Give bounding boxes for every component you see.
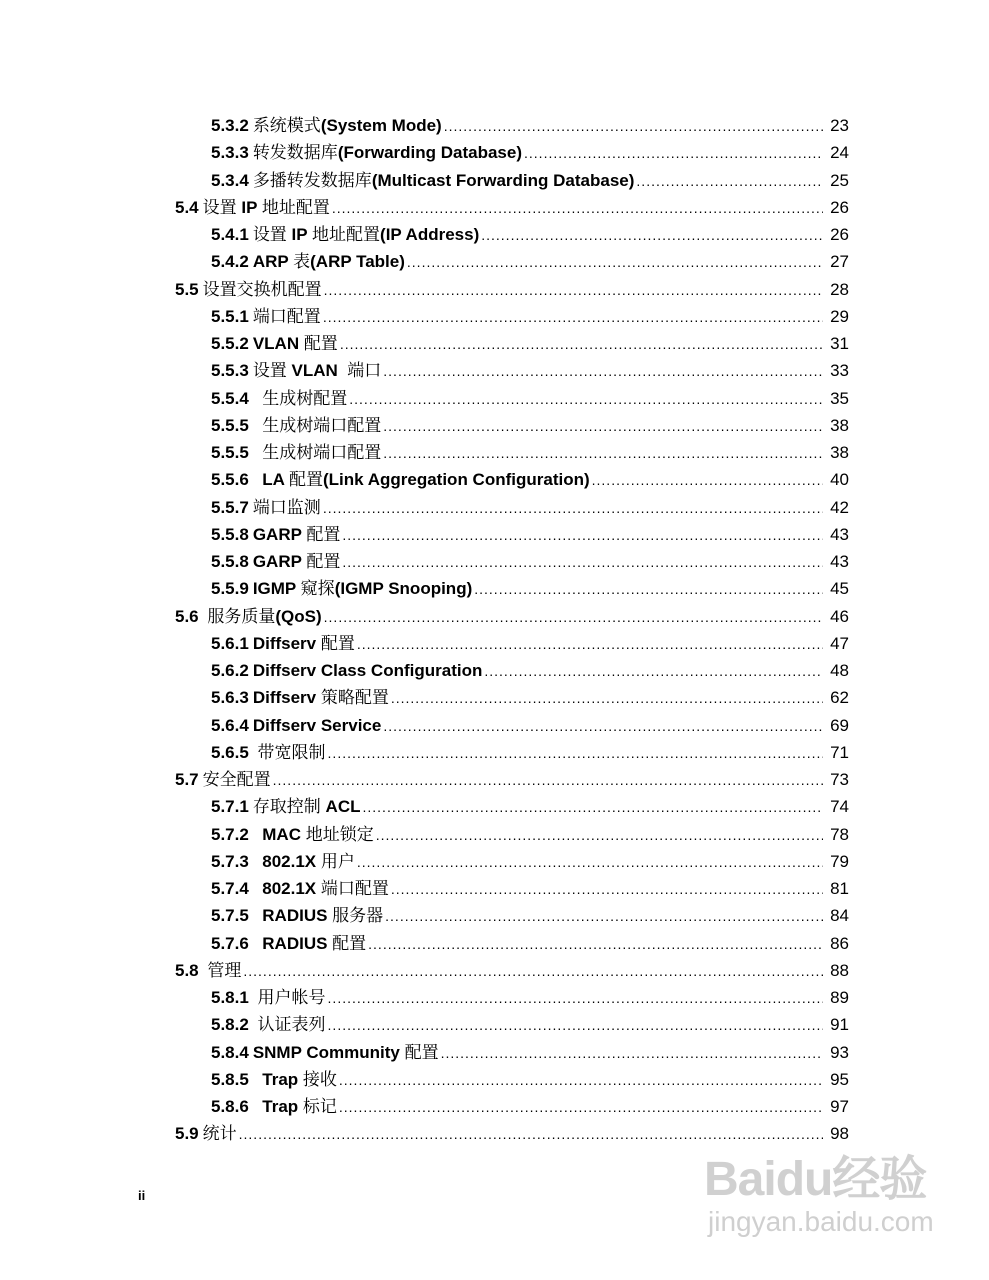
toc-entry-number: 5.5.7 <box>211 497 249 517</box>
toc-entry[interactable] <box>211 1008 849 1035</box>
toc-leader-dots <box>339 1073 823 1087</box>
toc-entry-number: 5.7.6 <box>211 933 249 953</box>
toc-entry-page: 86 <box>830 933 849 953</box>
toc-leader-dots <box>383 419 823 433</box>
toc-entry-number: 5.7.4 <box>211 879 249 898</box>
toc-leader-dots <box>328 746 823 760</box>
toc-entry-title: 服务质量(QoS) <box>202 606 322 626</box>
toc-entry[interactable] <box>211 1063 849 1090</box>
toc-entry-title: Diffserv 配置 <box>252 633 355 653</box>
toc-entry[interactable] <box>211 164 849 191</box>
toc-entry-number: 5.5.3 <box>211 361 249 381</box>
toc-entry-number: 5.4.1 <box>211 225 249 244</box>
toc-entry-number: 5.4 <box>175 197 199 217</box>
toc-leader-dots <box>332 201 823 215</box>
toc-entry-page: 38 <box>830 415 849 435</box>
toc-entry-number: 5.7.1 <box>211 797 249 817</box>
toc-entry-number: 5.8.1 <box>211 988 249 1007</box>
toc-entry-title: 生成树配置 <box>252 388 348 408</box>
toc-entry-title: 802.1X 端口配置 <box>252 879 389 898</box>
toc-entry-number: 5.6.4 <box>211 715 249 735</box>
toc-entry-number: 5.5.4 <box>211 388 249 408</box>
toc-entry-page: 40 <box>830 470 849 490</box>
toc-entry-title: 802.1X 用户 <box>252 851 355 871</box>
toc-entry[interactable] <box>211 681 849 708</box>
toc-entry-number: 5.5.8 <box>211 524 249 544</box>
toc-entry-page: 38 <box>830 443 849 462</box>
toc-leader-dots <box>342 528 823 542</box>
toc-entry-title: RADIUS 配置 <box>252 933 367 953</box>
toc-entry-title: 多播转发数据库(Multicast Forwarding Database) <box>252 170 635 190</box>
toc-entry-page: 43 <box>830 524 849 544</box>
toc-entry-page: 31 <box>830 334 849 353</box>
toc-leader-dots <box>441 1046 823 1060</box>
toc-entry-title: Diffserv 策略配置 <box>252 688 389 708</box>
toc-entry-page: 81 <box>830 879 849 898</box>
toc-entry-title: 生成树端口配置 <box>252 415 382 435</box>
toc-entry-number: 5.7.3 <box>211 851 249 871</box>
toc-leader-dots <box>349 392 823 406</box>
watermark-url: jingyan.baidu.com <box>708 1206 934 1237</box>
page-number-footer: ii <box>138 1188 146 1203</box>
toc-entry-title: 系统模式(System Mode) <box>252 116 442 135</box>
toc-entry-page: 28 <box>830 279 849 299</box>
toc-leader-dots <box>383 364 823 378</box>
toc-entry-page: 73 <box>830 770 849 789</box>
toc-entry-title: SNMP Community 配置 <box>252 1042 439 1062</box>
toc-entry-number: 5.8.2 <box>211 1015 249 1035</box>
toc-entry-page: 24 <box>830 143 849 163</box>
toc-entry-number: 5.5.9 <box>211 579 249 599</box>
toc-entry[interactable] <box>211 736 849 763</box>
toc-entry-number: 5.8 <box>175 960 199 980</box>
toc-entry-page: 62 <box>830 688 849 708</box>
toc-leader-dots <box>273 773 823 787</box>
toc-entry[interactable] <box>211 818 849 845</box>
toc-entry-number: 5.3.2 <box>211 116 249 135</box>
toc-leader-dots <box>363 800 824 814</box>
toc-entry-title: GARP 配置 <box>252 524 341 544</box>
toc-entry[interactable] <box>211 654 849 681</box>
toc-entry-number: 5.5 <box>175 279 199 299</box>
toc-entry-title: 管理 <box>202 960 242 980</box>
toc-entry[interactable] <box>211 709 849 736</box>
toc-leader-dots <box>328 1018 823 1032</box>
toc-entry-title: ARP 表(ARP Table) <box>252 252 405 272</box>
toc-entry[interactable] <box>211 218 849 245</box>
toc-entry-number: 5.9 <box>175 1124 199 1144</box>
toc-entry-page: 97 <box>830 1097 849 1116</box>
toc-entry-number: 5.5.5 <box>211 415 249 435</box>
toc-entry-number: 5.8.6 <box>211 1097 249 1116</box>
toc-entry-title: 设置交换机配置 <box>202 279 322 299</box>
toc-entry-title: VLAN 配置 <box>252 334 338 353</box>
toc-entry[interactable] <box>211 409 849 436</box>
toc-entry-page: 35 <box>830 388 849 408</box>
toc-leader-dots <box>592 473 823 487</box>
toc-entry[interactable] <box>175 600 849 627</box>
toc-entry-number: 5.8.5 <box>211 1069 249 1089</box>
toc-entry[interactable] <box>211 790 849 817</box>
toc-entry-page: 42 <box>830 497 849 517</box>
toc-entry[interactable] <box>211 354 849 381</box>
toc-leader-dots <box>636 174 823 188</box>
toc-leader-dots <box>474 582 823 596</box>
toc-entry-page: 89 <box>830 988 849 1007</box>
toc-entry-title: 带宽限制 <box>252 742 326 762</box>
toc-entry-title: IGMP 窥探(IGMP Snooping) <box>252 579 473 599</box>
toc-entry-title: 设置 VLAN 端口 <box>252 361 382 381</box>
toc-leader-dots <box>357 855 823 869</box>
toc-entry-page: 84 <box>830 906 849 926</box>
toc-entry-page: 95 <box>830 1069 849 1089</box>
toc-entry-title: 存取控制 ACL <box>252 797 361 817</box>
toc-leader-dots <box>481 228 823 242</box>
toc-entry-number: 5.8.4 <box>211 1042 249 1062</box>
toc-entry[interactable] <box>211 436 849 463</box>
toc-entry[interactable] <box>211 136 849 163</box>
toc-entry-page: 74 <box>830 797 849 817</box>
toc-leader-dots <box>340 337 823 351</box>
toc-entry-title: 统计 <box>202 1124 237 1144</box>
toc-entry-page: 88 <box>830 960 849 980</box>
toc-entry-title: MAC 地址锁定 <box>252 824 374 844</box>
toc-entry-title: Diffserv Service <box>252 715 382 735</box>
toc-entry[interactable] <box>211 518 849 545</box>
toc-entry-title: GARP 配置 <box>252 552 341 571</box>
toc-entry[interactable] <box>175 191 849 218</box>
toc-leader-dots <box>385 909 823 923</box>
toc-entry-number: 5.7.5 <box>211 906 249 926</box>
toc-entry[interactable] <box>211 382 849 409</box>
toc-entry-number: 5.5.5 <box>211 443 249 462</box>
toc-entry[interactable] <box>211 109 849 136</box>
toc-entry[interactable] <box>211 899 849 926</box>
toc-entry[interactable] <box>175 273 849 300</box>
toc-entry-page: 26 <box>830 225 849 244</box>
toc-entry-page: 23 <box>830 116 849 135</box>
toc-entry-page: 71 <box>830 742 849 762</box>
toc-entry-title: Trap 接收 <box>252 1069 337 1089</box>
toc-entry-page: 33 <box>830 361 849 381</box>
toc-leader-dots <box>357 637 823 651</box>
toc-entry-title: 生成树端口配置 <box>252 443 382 462</box>
toc-entry-number: 5.5.1 <box>211 306 249 326</box>
toc-entry-page: 27 <box>830 252 849 272</box>
toc-entry[interactable] <box>211 1036 849 1063</box>
toc-leader-dots <box>391 882 823 896</box>
toc-leader-dots <box>339 1100 823 1114</box>
toc-entry-title: 设置 IP 地址配置 <box>202 197 330 217</box>
toc-leader-dots <box>324 610 823 624</box>
toc-entry-number: 5.7.2 <box>211 824 249 844</box>
toc-entry-number: 5.3.3 <box>211 143 249 163</box>
toc-entry-page: 91 <box>830 1015 849 1035</box>
toc-leader-dots <box>323 310 823 324</box>
toc-leader-dots <box>328 991 823 1005</box>
toc-entry-page: 29 <box>830 306 849 326</box>
toc-entry-number: 5.5.8 <box>211 552 249 571</box>
toc-entry-title: 端口配置 <box>252 306 321 326</box>
toc-entry-page: 93 <box>830 1042 849 1062</box>
toc-entry[interactable] <box>175 954 849 981</box>
toc-entry-title: 端口监测 <box>252 497 321 517</box>
toc-leader-dots <box>324 283 823 297</box>
toc-entry-number: 5.3.4 <box>211 170 249 190</box>
toc-entry-page: 43 <box>830 552 849 571</box>
toc-entry-page: 26 <box>830 197 849 217</box>
toc-entry-number: 5.6.5 <box>211 742 249 762</box>
toc-entry[interactable] <box>211 627 849 654</box>
toc-entry-number: 5.7 <box>175 770 199 789</box>
toc-entry-page: 69 <box>830 715 849 735</box>
toc-entry[interactable] <box>175 763 849 790</box>
toc-entry-page: 48 <box>830 661 849 680</box>
toc-entry-number: 5.4.2 <box>211 252 249 272</box>
toc-entry[interactable] <box>211 327 849 354</box>
toc-entry[interactable] <box>211 245 849 272</box>
toc-entry-number: 5.5.2 <box>211 334 249 353</box>
toc-entry[interactable] <box>211 572 849 599</box>
toc-entry-title: LA 配置(Link Aggregation Configuration) <box>252 470 590 490</box>
toc-entry-title: 安全配置 <box>202 770 271 789</box>
toc-entry-title: Diffserv Class Configuration <box>252 661 483 680</box>
toc-leader-dots <box>342 555 823 569</box>
toc-entry-number: 5.6.1 <box>211 633 249 653</box>
toc-entry-number: 5.6.2 <box>211 661 249 680</box>
toc-entry-number: 5.5.6 <box>211 470 249 490</box>
toc-leader-dots <box>391 691 823 705</box>
toc-leader-dots <box>524 146 823 160</box>
toc-leader-dots <box>444 119 823 133</box>
baidu-jingyan-watermark <box>704 1140 944 1250</box>
toc-leader-dots <box>368 937 823 951</box>
toc-leader-dots <box>376 828 823 842</box>
toc-leader-dots <box>383 719 823 733</box>
toc-leader-dots <box>323 501 823 515</box>
toc-leader-dots <box>484 664 823 678</box>
watermark-logo: Baidu经验 <box>704 1153 927 1206</box>
toc-leader-dots <box>407 255 823 269</box>
toc-leader-dots <box>383 446 823 460</box>
toc-entry-title: 用户帐号 <box>252 988 326 1007</box>
toc-entry-number: 5.6.3 <box>211 688 249 708</box>
toc-entry[interactable] <box>211 981 849 1008</box>
toc-entry-number: 5.6 <box>175 606 199 626</box>
toc-entry-page: 79 <box>830 851 849 871</box>
toc-entry-title: 设置 IP 地址配置(IP Address) <box>252 225 480 244</box>
toc-entry[interactable] <box>211 545 849 572</box>
toc-entry-page: 45 <box>830 579 849 599</box>
toc-entry-page: 25 <box>830 170 849 190</box>
toc-entry-title: RADIUS 服务器 <box>252 906 384 926</box>
toc-entry[interactable] <box>211 300 849 327</box>
toc-entry[interactable] <box>211 1090 849 1117</box>
toc-leader-dots <box>243 964 823 978</box>
toc-entry[interactable] <box>211 927 849 954</box>
toc-entry-title: 转发数据库(Forwarding Database) <box>252 143 523 163</box>
toc-entry-title: 认证表列 <box>252 1015 326 1035</box>
toc-entry-page: 47 <box>830 633 849 653</box>
toc-entry-page: 98 <box>830 1124 849 1144</box>
toc-entry-title: Trap 标记 <box>252 1097 337 1116</box>
toc-entry[interactable] <box>211 491 849 518</box>
toc-entry[interactable] <box>211 463 849 490</box>
toc-entry-page: 46 <box>830 606 849 626</box>
toc-entry-page: 78 <box>830 824 849 844</box>
toc-entry[interactable] <box>211 845 849 872</box>
toc-entry[interactable] <box>211 872 849 899</box>
